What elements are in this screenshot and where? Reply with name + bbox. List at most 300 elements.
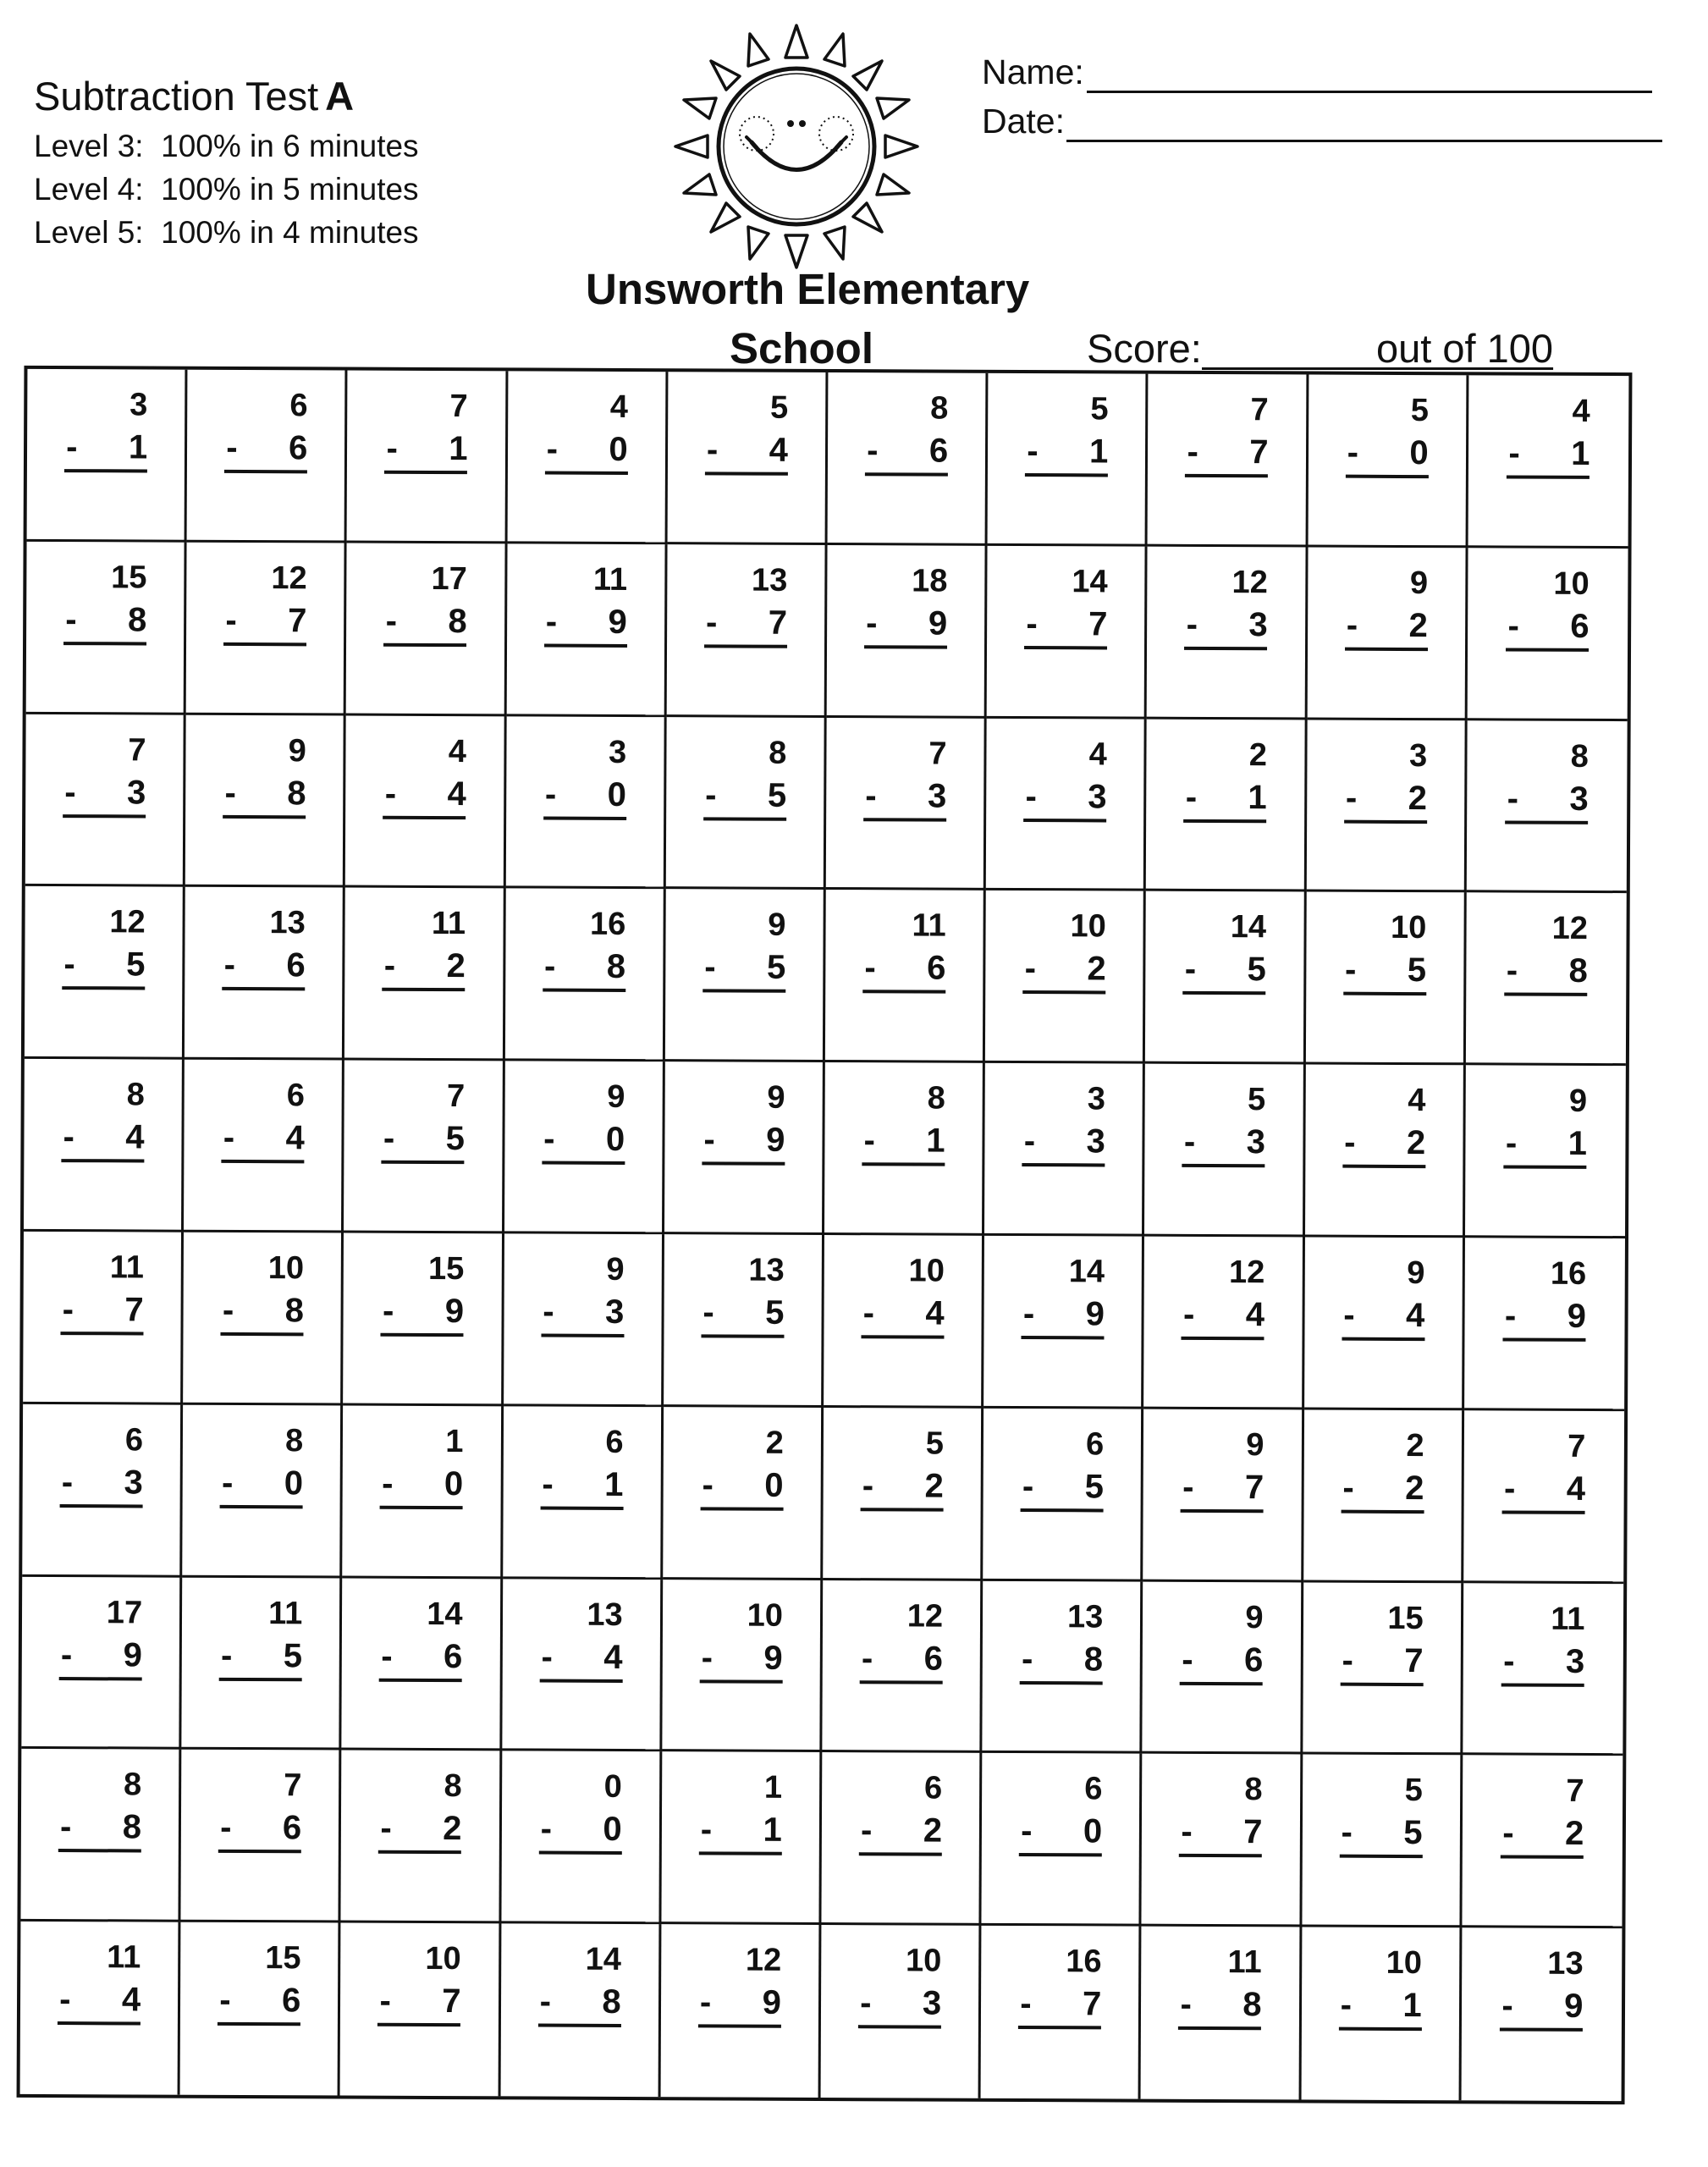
- problem-cell[interactable]: [821, 1925, 982, 2098]
- problem-cell[interactable]: [343, 1405, 504, 1579]
- subtrahend-row: [1179, 1810, 1262, 1857]
- problem-cell[interactable]: [826, 718, 987, 891]
- subtrahend-row: [543, 772, 626, 819]
- subtrahend: 8: [448, 602, 467, 640]
- problem-cell[interactable]: [501, 1751, 662, 1925]
- subtrahend: 9: [928, 604, 948, 642]
- subtraction-problem: [545, 387, 628, 475]
- subtrahend-row: [1185, 603, 1268, 650]
- subtrahend: 3: [604, 1293, 625, 1331]
- subtraction-problem: [538, 1767, 621, 1855]
- subtrahend: 0: [764, 1466, 784, 1504]
- minus-sign: -: [1186, 605, 1198, 643]
- problem-cell[interactable]: [987, 546, 1148, 720]
- minus-sign: -: [866, 604, 878, 642]
- problem-cell[interactable]: [23, 1232, 184, 1405]
- problem-cell[interactable]: [27, 369, 188, 543]
- subtrahend-row: [539, 1635, 622, 1682]
- subtrahend: 5: [1247, 951, 1266, 989]
- problem-cell[interactable]: [1145, 891, 1306, 1065]
- subtrahend: 3: [1565, 1642, 1585, 1680]
- subtrahend-row: [859, 1809, 942, 1856]
- subtrahend: 0: [444, 1464, 464, 1503]
- subtraction-problem: [1022, 1251, 1105, 1339]
- minus-sign: -: [1183, 1123, 1196, 1161]
- subtrahend-row: [545, 427, 628, 475]
- subtrahend: 3: [124, 1464, 143, 1502]
- minuend: 12: [109, 904, 146, 940]
- problem-cell[interactable]: [983, 1236, 1144, 1409]
- subtrahend: 8: [602, 1983, 621, 2021]
- problem-cell[interactable]: [26, 542, 187, 715]
- minus-sign: -: [1025, 777, 1037, 815]
- problem-cell[interactable]: [344, 1061, 504, 1234]
- subtrahend: 7: [1404, 1641, 1424, 1679]
- subtrahend-row: [538, 1980, 621, 2027]
- problem-cell[interactable]: [181, 1750, 342, 1923]
- problem-cell[interactable]: [1467, 548, 1628, 721]
- problem-cell[interactable]: [505, 716, 666, 890]
- subtrahend-row: [379, 1634, 462, 1681]
- problem-cell[interactable]: [1302, 1755, 1463, 1928]
- problem-cell[interactable]: [985, 891, 1146, 1064]
- minus-sign: -: [223, 1119, 235, 1157]
- problem-cell[interactable]: [183, 1232, 344, 1406]
- problem-cell[interactable]: [182, 1404, 343, 1578]
- problem-cell[interactable]: [981, 1926, 1142, 2099]
- minuend: 6: [1084, 1771, 1103, 1807]
- problem-cell[interactable]: [828, 372, 989, 546]
- subtraction-problem: [698, 1940, 781, 2028]
- subtraction-problem: [223, 902, 306, 990]
- subtrahend-row: [62, 942, 145, 990]
- level-5-requirement: Level 5: 100% in 4 minutes: [34, 215, 419, 250]
- subtraction-problem: [63, 557, 146, 645]
- subtraction-problem: [1185, 562, 1268, 650]
- problem-cell[interactable]: [344, 1233, 504, 1407]
- minus-sign: -: [59, 1981, 71, 2019]
- minus-sign: -: [65, 600, 77, 638]
- subtrahend-row: [700, 1463, 783, 1510]
- problem-cell[interactable]: [1468, 375, 1628, 549]
- subtrahend-row: [223, 598, 306, 646]
- subtraction-problem: [542, 1077, 625, 1165]
- minus-sign: -: [66, 428, 78, 466]
- subtrahend-row: [1025, 429, 1108, 477]
- problem-cell[interactable]: [664, 1234, 824, 1408]
- subtrahend-row: [864, 601, 947, 648]
- test-title-letter: A: [325, 74, 355, 119]
- subtrahend: 4: [447, 775, 466, 813]
- subtrahend: 8: [122, 1808, 142, 1846]
- problem-cell[interactable]: [1142, 1754, 1303, 1927]
- problem-cell[interactable]: [984, 1063, 1145, 1237]
- subtrahend: 1: [1402, 1987, 1422, 2025]
- minus-sign: -: [1503, 1642, 1515, 1680]
- minus-sign: -: [220, 1809, 232, 1847]
- problem-cell[interactable]: [502, 1579, 663, 1752]
- problem-cell[interactable]: [1464, 1238, 1625, 1411]
- problem-cell[interactable]: [666, 544, 827, 718]
- subtraction-problem: [378, 1766, 461, 1854]
- minus-sign: -: [1344, 951, 1357, 990]
- subtrahend: 5: [767, 776, 787, 814]
- problem-cell[interactable]: [1143, 1237, 1304, 1410]
- minus-sign: -: [382, 1464, 394, 1503]
- subtrahend-row: [542, 1117, 625, 1165]
- problem-cell[interactable]: [1308, 374, 1468, 548]
- problem-cell[interactable]: [983, 1580, 1143, 1754]
- problem-cell[interactable]: [1144, 1064, 1305, 1238]
- subtraction-problem: [1506, 563, 1589, 651]
- problem-cell[interactable]: [347, 371, 508, 544]
- problem-cell[interactable]: [180, 1922, 341, 2096]
- subtrahend-row: [1180, 1637, 1263, 1685]
- problem-cell[interactable]: [1467, 720, 1628, 894]
- problem-cell[interactable]: [342, 1578, 503, 1751]
- subtrahend-row: [1178, 1982, 1261, 2030]
- minuend: 13: [587, 1596, 623, 1633]
- minus-sign: -: [61, 1463, 74, 1501]
- subtrahend-row: [862, 946, 945, 994]
- subtraction-problem: [1345, 562, 1428, 650]
- subtrahend-row: [1500, 1984, 1583, 2032]
- problem-cell[interactable]: [664, 1061, 825, 1235]
- subtrahend-row: [1023, 946, 1106, 994]
- problem-cell[interactable]: [983, 1409, 1143, 1582]
- problem-cell[interactable]: [340, 1923, 501, 2097]
- problem-cell[interactable]: [663, 1407, 824, 1580]
- minus-sign: -: [702, 1466, 714, 1504]
- problem-cell[interactable]: [667, 372, 828, 545]
- subtrahend: 2: [1408, 606, 1428, 644]
- subtrahend-row: [704, 600, 787, 648]
- subtrahend-row: [538, 1807, 621, 1855]
- problem-cell[interactable]: [185, 714, 346, 888]
- problem-cell[interactable]: [185, 887, 345, 1061]
- minuend: 7: [284, 1767, 302, 1804]
- subtrahend: 9: [763, 1639, 783, 1677]
- minuend: 7: [928, 736, 947, 772]
- problem-cell[interactable]: [504, 1061, 665, 1235]
- problem-cell[interactable]: [20, 1749, 181, 1922]
- minuend: 9: [1245, 1599, 1264, 1635]
- score-out-of: out of 100: [1376, 326, 1554, 371]
- subtrahend-row: [1022, 1119, 1105, 1166]
- subtraction-problem: [1021, 1424, 1104, 1512]
- subtrahend-row: [380, 1462, 463, 1509]
- problem-cell[interactable]: [1301, 1927, 1462, 2101]
- minus-sign: -: [224, 774, 236, 812]
- minus-sign: -: [1021, 1812, 1033, 1850]
- minus-sign: -: [699, 1983, 712, 2021]
- subtrahend-row: [1339, 1983, 1422, 2031]
- minuend: 15: [1387, 1600, 1424, 1636]
- subtrahend-row: [1346, 431, 1429, 478]
- subtrahend: 9: [1085, 1295, 1105, 1333]
- minuend: 9: [1568, 1084, 1588, 1120]
- minuend: 8: [124, 1767, 142, 1803]
- subtrahend: 9: [762, 1983, 782, 2021]
- subtrahend: 5: [1403, 1814, 1423, 1852]
- problem-cell[interactable]: [1303, 1582, 1463, 1756]
- problem-cell[interactable]: [825, 890, 986, 1063]
- problem-cell[interactable]: [186, 543, 347, 716]
- subtrahend-row: [1342, 1121, 1425, 1168]
- minus-sign: -: [1507, 780, 1519, 818]
- subtrahend: 6: [282, 1809, 302, 1847]
- problem-cell[interactable]: [665, 890, 826, 1063]
- subtrahend: 0: [605, 1121, 625, 1159]
- score-blank[interactable]: [1202, 367, 1380, 370]
- problem-cell[interactable]: [345, 715, 506, 889]
- minus-sign: -: [59, 1808, 72, 1846]
- subtraction-problem: [1503, 1254, 1586, 1342]
- problem-cell[interactable]: [660, 1924, 821, 2098]
- subtrahend: 2: [1408, 779, 1428, 817]
- problem-cell[interactable]: [507, 371, 668, 544]
- problem-cell[interactable]: [823, 1408, 983, 1581]
- minuend: 8: [927, 1080, 945, 1117]
- subtraction-problem: [383, 903, 466, 991]
- subtrahend: 6: [281, 1982, 301, 2020]
- minuend: 11: [1551, 1601, 1585, 1637]
- problem-cell[interactable]: [824, 1062, 985, 1236]
- minuend: 12: [271, 560, 307, 597]
- subtrahend-row: [1344, 775, 1427, 823]
- date-blank[interactable]: [1066, 140, 1662, 142]
- subtrahend-row: [705, 427, 788, 475]
- problem-cell[interactable]: [24, 1059, 185, 1232]
- minus-sign: -: [1022, 1640, 1033, 1678]
- subtrahend-row: [701, 1290, 784, 1337]
- subtrahend: 8: [1568, 952, 1588, 990]
- problem-cell[interactable]: [1307, 547, 1468, 720]
- subtrahend: 3: [1569, 780, 1589, 818]
- subtraction-problem: [1504, 1081, 1587, 1169]
- minus-sign: -: [700, 1811, 713, 1849]
- problem-cell[interactable]: [1462, 1756, 1623, 1929]
- problem-cell[interactable]: [1143, 1409, 1304, 1582]
- subtraction-problem: [864, 560, 947, 648]
- minuend: 17: [106, 1594, 143, 1631]
- subtrahend: 5: [1407, 951, 1427, 990]
- subtrahend-row: [1501, 1639, 1584, 1686]
- subtrahend: 6: [443, 1637, 463, 1675]
- problem-cell[interactable]: [1305, 892, 1466, 1066]
- problem-cell[interactable]: [1306, 720, 1467, 893]
- subtraction-problem: [701, 1249, 784, 1337]
- problem-cell[interactable]: [500, 1924, 661, 2098]
- problem-cell[interactable]: [344, 888, 505, 1061]
- subtrahend: 2: [1564, 1815, 1584, 1853]
- problem-cell[interactable]: [1466, 893, 1627, 1067]
- subtrahend: 9: [766, 1121, 785, 1159]
- subtraction-problem: [700, 1422, 783, 1510]
- subtrahend: 9: [608, 603, 627, 641]
- subtrahend-row: [1018, 1982, 1101, 2029]
- minus-sign: -: [221, 1636, 233, 1674]
- minus-sign: -: [1343, 1296, 1355, 1334]
- subtraction-problem: [1024, 561, 1107, 649]
- minus-sign: -: [542, 1465, 554, 1503]
- minus-sign: -: [705, 775, 717, 814]
- problem-cell[interactable]: [1141, 1927, 1302, 2100]
- subtraction-problem: [705, 387, 788, 475]
- subtraction-problem: [1342, 1080, 1425, 1168]
- subtrahend-row: [1341, 1465, 1424, 1513]
- subtrahend-row: [63, 770, 146, 818]
- minuend: 5: [1404, 1773, 1423, 1809]
- minuend: 4: [1088, 736, 1107, 773]
- minuend: 4: [1408, 1083, 1426, 1119]
- problem-cell[interactable]: [821, 1752, 982, 1926]
- name-field[interactable]: [982, 52, 1084, 102]
- subtrahend-row: [544, 599, 627, 647]
- subtraction-problem: [1182, 1079, 1265, 1167]
- school-name-line1: Unsworth Elementary: [586, 265, 1030, 313]
- problem-cell[interactable]: [1305, 1065, 1466, 1238]
- minus-sign: -: [1187, 433, 1198, 471]
- subtrahend-row: [1023, 775, 1106, 822]
- problem-cell[interactable]: [822, 1580, 983, 1754]
- minuend: 17: [431, 560, 467, 597]
- date-field[interactable]: [982, 102, 1084, 151]
- problem-cell[interactable]: [1304, 1237, 1465, 1410]
- problem-cell[interactable]: [1148, 374, 1309, 548]
- problem-cell[interactable]: [1463, 1583, 1623, 1756]
- problem-cell[interactable]: [986, 718, 1147, 891]
- problem-cell[interactable]: [20, 1922, 181, 2095]
- problem-cell[interactable]: [184, 1060, 344, 1233]
- minus-sign: -: [383, 1119, 395, 1157]
- minuend: 5: [769, 389, 789, 426]
- minus-sign: -: [860, 1811, 873, 1850]
- subtraction-problem: [702, 1078, 785, 1166]
- problem-cell[interactable]: [1461, 1927, 1622, 2101]
- problem-cell[interactable]: [1303, 1409, 1464, 1583]
- problem-cell[interactable]: [824, 1235, 984, 1409]
- subtrahend-row: [61, 1288, 144, 1335]
- subtrahend: 8: [127, 601, 147, 639]
- subtrahend-row: [223, 770, 306, 818]
- minuend: 10: [908, 1253, 945, 1289]
- problem-cell[interactable]: [1143, 1581, 1303, 1755]
- subtrahend: 5: [765, 1293, 785, 1332]
- problem-cell[interactable]: [988, 373, 1149, 547]
- minus-sign: -: [63, 946, 75, 984]
- subtrahend-row: [224, 426, 307, 473]
- subtrahend-row: [61, 1115, 144, 1162]
- minuend: 2: [765, 1425, 784, 1461]
- problem-cell[interactable]: [1146, 719, 1307, 892]
- subtraction-problem: [858, 1940, 941, 2028]
- subtraction-problem: [1346, 390, 1429, 478]
- problem-cell[interactable]: [1465, 1065, 1626, 1238]
- subtrahend: 0: [603, 1811, 622, 1849]
- subtraction-problem: [538, 1939, 621, 2027]
- subtrahend-row: [862, 1291, 945, 1338]
- subtrahend: 1: [1568, 1125, 1587, 1163]
- problem-cell[interactable]: [1147, 546, 1308, 720]
- minuend: 14: [1072, 564, 1108, 600]
- minus-sign: -: [384, 775, 397, 813]
- minuend: 6: [605, 1424, 624, 1460]
- subtrahend: 2: [1406, 1124, 1426, 1162]
- minus-sign: -: [867, 432, 879, 470]
- subtrahend: 9: [1567, 1297, 1587, 1335]
- problem-cell[interactable]: [187, 370, 348, 543]
- subtraction-problem: [1500, 1944, 1583, 2032]
- minuend: 7: [1566, 1773, 1584, 1810]
- subtrahend-row: [384, 599, 467, 647]
- subtrahend-row: [59, 1633, 142, 1680]
- test-title: [34, 73, 354, 119]
- problem-cell[interactable]: [346, 543, 507, 716]
- problem-cell[interactable]: [1463, 1410, 1624, 1584]
- subtrahend: 4: [1245, 1296, 1265, 1334]
- problem-cell[interactable]: [827, 545, 988, 719]
- problem-cell[interactable]: [662, 1580, 823, 1753]
- problem-cell[interactable]: [182, 1577, 343, 1751]
- minus-sign: -: [1505, 1124, 1518, 1162]
- name-blank[interactable]: [1087, 91, 1652, 93]
- minuend: 2: [1406, 1427, 1424, 1464]
- minuend: 8: [444, 1768, 462, 1805]
- problem-cell[interactable]: [25, 714, 186, 887]
- subtrahend: 9: [123, 1635, 143, 1674]
- minus-sign: -: [64, 773, 76, 811]
- problem-cell[interactable]: [506, 543, 667, 717]
- problem-cell[interactable]: [503, 1406, 664, 1580]
- minus-sign: -: [864, 949, 876, 987]
- problem-cell[interactable]: [22, 1404, 183, 1578]
- problem-cell[interactable]: [661, 1752, 822, 1926]
- minuend: 12: [906, 1598, 944, 1635]
- subtrahend-row: [384, 427, 467, 474]
- problem-cell[interactable]: [504, 889, 665, 1062]
- subtrahend: 6: [286, 946, 306, 984]
- minuend: 3: [608, 734, 627, 770]
- subtrahend-row: [702, 1118, 785, 1166]
- minuend: 10: [1553, 565, 1590, 602]
- problem-cell[interactable]: [504, 1233, 664, 1407]
- minus-sign: -: [705, 604, 718, 642]
- subtraction-problem: [1506, 736, 1589, 824]
- minuend: 9: [606, 1251, 625, 1288]
- subtraction-problem: [220, 1420, 303, 1508]
- subtraction-problem: [540, 1421, 623, 1509]
- subtraction-problem: [1181, 1425, 1264, 1513]
- subtraction-problem: [544, 559, 627, 647]
- problem-cell[interactable]: [982, 1753, 1143, 1927]
- problem-cell[interactable]: [21, 1576, 182, 1750]
- minuend: 14: [1068, 1254, 1105, 1290]
- minuend: 5: [1090, 391, 1109, 427]
- problem-cell[interactable]: [666, 717, 827, 891]
- subtraction-problem: [859, 1768, 942, 1856]
- minuend: 16: [1066, 1944, 1102, 1980]
- minus-sign: -: [385, 602, 398, 640]
- problem-cell[interactable]: [25, 886, 185, 1060]
- problem-cell[interactable]: [341, 1751, 502, 1924]
- minus-sign: -: [1182, 1295, 1195, 1333]
- minuend: 9: [768, 907, 786, 944]
- subtraction-problem: [63, 730, 146, 818]
- subtraction-problem: [61, 1074, 144, 1162]
- minuend: 11: [268, 1595, 303, 1631]
- subtraction-problem: [1507, 391, 1590, 479]
